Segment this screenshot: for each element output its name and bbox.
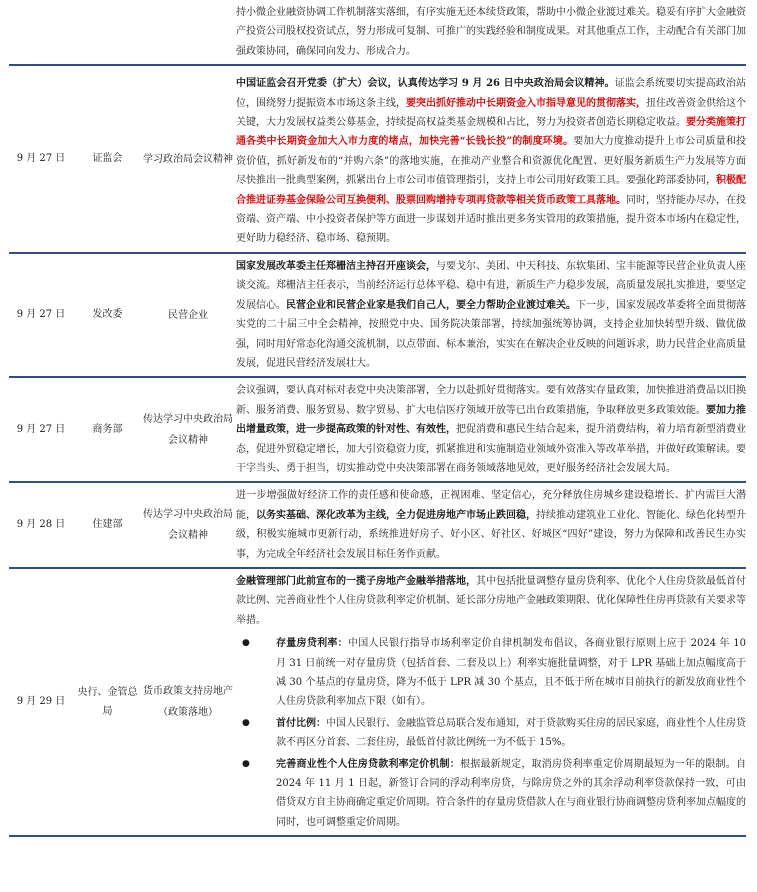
date-cell — [9, 0, 73, 65]
bold-segment: 中国证监会召开党委（扩大）会议，认真传达学习 9 月 26 日中央政治局会议精神。 — [236, 78, 615, 90]
text-segment: 中国人民银行、金融监管总局联合发布通知，对于贷款购买住房的居民家庭，商业性个人住房贷款不再区分首套、二套住房，最低首付款比例统一为不低于 15%。 — [276, 717, 746, 749]
bold-segment: 国家发展改革委主任郑栅洁主持召开座谈会， — [236, 260, 436, 272]
bullet-dot-icon: ● — [242, 758, 250, 769]
text-segment: 证监会系统要切实提高政治站位，围绕努力提振资本市场这条主线， — [236, 78, 746, 109]
event-cell: 货币政策支持房地产（政策落地） — [142, 568, 234, 836]
bold-segment: 存量房贷利率： — [276, 638, 348, 650]
text-segment: 进一步增强做好经济工作的责任感和使命感，正视困难、坚定信心，充分释放住房城乡建设稳增长、扩内需巨大潜能， — [236, 490, 746, 521]
text-segment: 扭住改善资金供给这个关键，大力发展权益类公募基金，持续提高权益类基金规模和占比，努力为投资者创造长期稳定收益。 — [236, 97, 746, 129]
bullet-item — [236, 714, 746, 753]
text-segment: 其中包括批量调整存量房贷利率、优化个人住房贷款最低首付款比例、完善商业性个人住房贷款利率定价机制、延长部分房地产金融政策期限、优化保障性住房再贷款有关要求等举措。 — [236, 575, 746, 626]
content-cell — [234, 253, 746, 377]
text-segment: 同时，坚持能办尽办，在投资端、资产端、中小投资者保护等方面进一步谋划并适时推出更多务实管用的政策措施，提升资本市场内在稳定性，更好助力稳经济、稳市场、稳预期。 — [236, 194, 746, 245]
date-cell: 9 月 27 日 — [9, 377, 73, 482]
content-cell — [234, 65, 746, 253]
text-segment: 与要戈尔、美团、中天科技、东软集团、宝丰能源等民营企业负责人座谈交流。郑栅洁主任表示，当前经济运行总体平稳、稳中有进，新质生产力稳步发展，高质量发展扎实推进，要坚定发展信心。 — [236, 260, 746, 311]
table-row — [9, 377, 746, 482]
org-cell: 商务部 — [73, 377, 142, 482]
text-segment: 持小微企业融资协调工作机制落实落细，有序实施无还本续贷政策，帮助中小微企业渡过难关。稳妥有序扩大金融资产投资公司股权投资试点，努力形成可复制、可推广的实践经验和制度成果。对其他重点工作，主动配合有关部门加强政策协同，确保同向发力、形成合力。 — [236, 7, 746, 57]
text-segment: 会议强调，要认真对标对表党中央决策部署，全力以赴抓好贯彻落实。要有效落实存量政策，加快推进消费品以旧换新、服务消费、服务贸易、数字贸易、扩大电信医疗领域开放等已出台政策措施，争取释放更多政策效能。 — [236, 385, 746, 416]
event-cell — [142, 0, 234, 65]
date-cell: 9 月 29 日 — [9, 568, 73, 836]
content-cell — [234, 377, 746, 482]
bullet-list — [236, 634, 746, 832]
table-row — [9, 253, 746, 377]
bold-segment: 要加力推出增量政策，进一步提高政策的针对性、有效性， — [236, 404, 746, 436]
event-cell: 学习政治局会议精神 — [142, 65, 234, 253]
text-segment: 根据最新规定，取消房贷利率重定价周期最短为一年的限制。自 2024 年 11 月 1 日起，新签订合同的浮动利率房贷，与除房贷之外的其余浮动利率贷款保持一致，可由借贷双方自主协商确定重定价周期。符合条件的存量房贷借款人在与商业银行协商调整房贷利率加点幅度的同时，也可调整重定价周期。 — [276, 758, 746, 828]
event-cell: 传达学习中央政治局会议精神 — [142, 377, 234, 482]
bold-segment: 民营企业和民营企业家是我们自己人，要全力帮助企业渡过难关。 — [286, 299, 576, 311]
org-cell: 住建部 — [73, 482, 142, 568]
text-segment: 中国人民银行指导市场利率定价自律机制发布倡议，各商业银行原则上应于 2024 年 10 月 31 日前统一对存量房贷（包括首套、二套及以上）利率实施批量调整，对于 LPR 基础上加点幅度高于减 30 个基点的存量房贷，降为不低于 LPR 减 30 个基点，且不低于所在城市目前执行的新发放商业性个人住房贷款利率加点下限（如有）。 — [276, 638, 747, 708]
content-cell — [234, 568, 746, 836]
org-cell — [73, 0, 142, 65]
content-cell — [234, 0, 746, 65]
org-cell: 发改委 — [73, 253, 142, 377]
text-segment: 持续推动建筑业工业化、智能化、绿色化转型升级，积极实施城市更新行动，系统推进好房子、好小区、好社区、好城区“四好”建设，努力为保障和改善民生办实事，为完成全年经济社会发展目标任务作贡献。 — [236, 509, 746, 560]
highlight-segment: 要分类施策打通各类中长期资金加大入市力度的堵点，加快完善“长钱长投”的制度环境。 — [236, 117, 746, 148]
bullet-dot-icon: ● — [242, 638, 250, 649]
text-segment: 把促消费和惠民生结合起来，提升消费结构，着力培育新型消费业态，促进外贸稳定增长，加大引资稳资力度，抓紧推进和实施制造业领域外资准入等改革举措，并做好政策解读。要干字当头、勇于担当，切实推动党中央决策部署在商务领域落地见效，更好服务经济社会发展大局。 — [236, 424, 746, 474]
table-row — [9, 65, 746, 253]
event-cell: 传达学习中央政治局会议精神 — [142, 482, 234, 568]
bold-segment: 以务实基础、深化改革为主线，全力促进房地产市场止跌回稳， — [256, 509, 536, 521]
event-cell: 民营企业 — [142, 253, 234, 377]
text-segment: 下一步，国家发展改革委将全面贯彻落实党的二十届三中全会精神，按照党中央、国务院决策部署，持续加强统筹协调，支持企业加快转型升级、做优做强，同时用好常态化沟通交流机制，以点带面、标本兼治，实实在在解决企业反映的问题诉求，助力民营企业高质量发展，促进民营经济发展壮大。 — [236, 299, 746, 369]
text-segment: 要加大力度推动提升上市公司质量和投资价值，抓好新发布的“并购六条”的落地实施，在推动产业整合和资源优化配置、更好服务新质生产力发展等方面尽快推出一批典型案例，抓紧出台上市公司市值管理指引，支持上市公司用好政策工具。要强化跨部委协同， — [236, 136, 746, 187]
date-cell: 9 月 28 日 — [9, 482, 73, 568]
bold-segment: 金融管理部门此前宣布的一揽子房地产金融举措落地， — [236, 575, 476, 587]
bold-segment: 首付比例： — [276, 717, 326, 729]
bullet-item — [236, 755, 746, 833]
org-cell: 央行、金管总局 — [73, 568, 142, 836]
policy-table — [9, 0, 746, 837]
bold-segment: 完善商业性个人住房贷款利率定价机制： — [276, 758, 460, 770]
bullet-item — [236, 634, 746, 712]
bullet-dot-icon: ● — [242, 717, 250, 728]
table-row — [9, 0, 746, 65]
table-row — [9, 482, 746, 568]
table-row — [9, 568, 746, 836]
date-cell: 9 月 27 日 — [9, 65, 73, 253]
highlight-segment: 积极配合推进证券基金保险公司互换便利、股票回购增持专项再贷款等相关货币政策工具落地。 — [236, 175, 746, 206]
org-cell: 证监会 — [73, 65, 142, 253]
content-cell — [234, 482, 746, 568]
highlight-segment: 要突出抓好推动中长期资金入市指导意见的贯彻落实， — [406, 97, 646, 109]
date-cell: 9 月 27 日 — [9, 253, 73, 377]
